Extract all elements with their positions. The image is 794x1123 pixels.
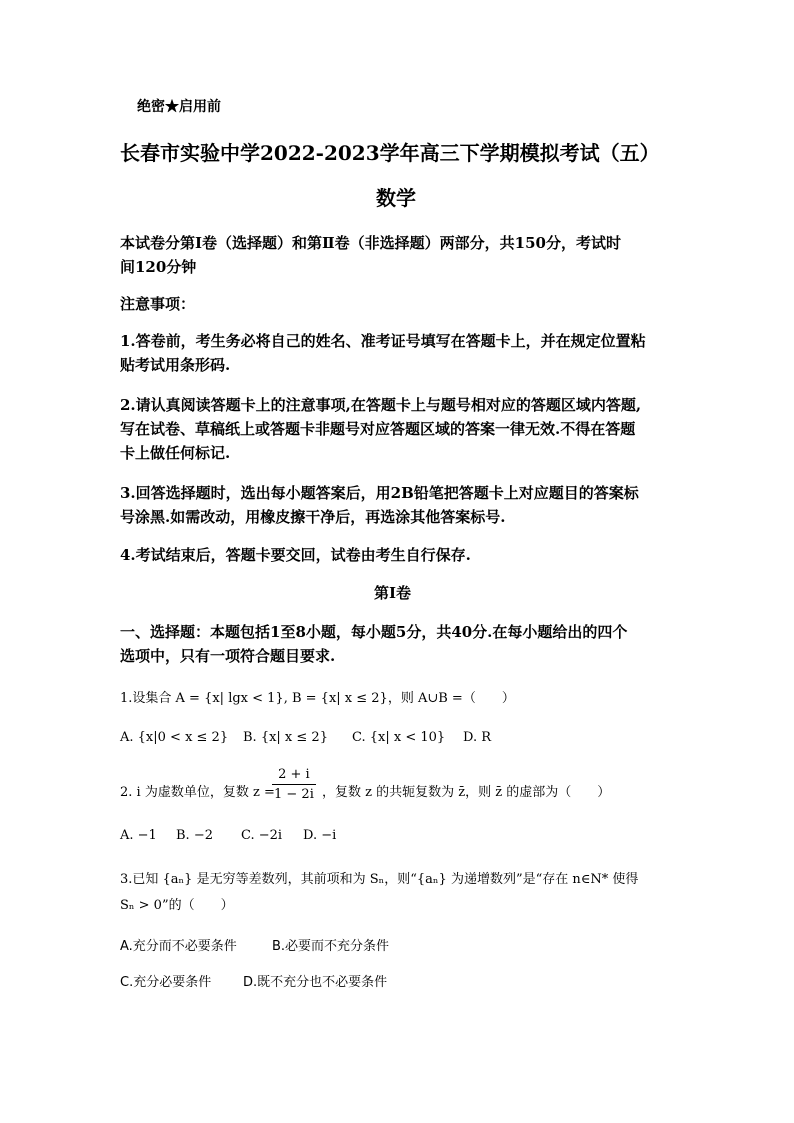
note-2-line-1: 2.请认真阅读答题卡上的注意事项,在答题卡上与题号相对应的答题区域内答题, [120, 396, 642, 414]
question-2-option-c: C. −2i [241, 828, 283, 843]
note-2-line-3: 卡上做任何标记. [120, 444, 231, 462]
intro-line-2: 间120分钟 [120, 258, 197, 276]
question-3-option-a: A.充分而不必要条件 [120, 939, 237, 954]
question-3-option-b: B.必要而不充分条件 [272, 939, 390, 954]
intro-line-1: 本试卷分第Ⅰ卷（选择题）和第Ⅱ卷（非选择题）两部分，共150分，考试时 [120, 234, 621, 252]
question-1-option-d: D. R [463, 730, 492, 745]
question-1-option-c: C. {x| x < 10} [352, 730, 446, 745]
note-4: 4.考试结束后，答题卡要交回，试卷由考生自行保存. [120, 546, 471, 564]
question-2-option-a: A. −1 [120, 828, 157, 843]
fraction-denominator: 1 − 2i [272, 784, 316, 802]
question-2-stem-prefix: 2. i 为虚数单位，复数 z = [120, 785, 275, 800]
note-3-line-2: 号涂黑.如需改动，用橡皮擦干净后，再选涂其他答案标号. [120, 508, 506, 526]
question-2-option-d: D. −i [303, 828, 337, 843]
note-1-line-2: 贴考试用条形码. [120, 356, 231, 374]
confidential-label: 绝密★启用前 [137, 99, 221, 115]
exam-title: 长春市实验中学2022-2023学年高三下学期模拟考试（五） [120, 141, 660, 165]
part-1-title: 第Ⅰ卷 [374, 584, 412, 602]
question-3-stem-line-2: Sₙ > 0”的（ ） [120, 898, 234, 913]
note-3-line-1: 3.回答选择题时，选出每小题答案后，用2B铅笔把答题卡上对应题目的答案标 [120, 484, 639, 502]
subject-title: 数学 [376, 186, 416, 210]
section-instructions-line-1: 一、选择题：本题包括1至8小题，每小题5分，共40分.在每小题给出的四个 [120, 623, 628, 641]
question-1-option-b: B. {x| x ≤ 2} [243, 730, 328, 745]
question-3-option-d: D.既不充分也不必要条件 [243, 975, 388, 990]
fraction-numerator: 2 + i [278, 767, 310, 782]
section-instructions-line-2: 选项中，只有一项符合题目要求. [120, 647, 336, 665]
question-2-stem-suffix: ，复数 z 的共轭复数为 z̄，则 z̄ 的虚部为（ ） [322, 785, 611, 800]
question-1-option-a: A. {x|0 < x ≤ 2} [120, 730, 229, 745]
question-1-stem: 1.设集合 A = {x| lgx < 1}, B = {x| x ≤ 2}，则 A∪B =（ ） [120, 691, 515, 706]
note-1-line-1: 1.答卷前，考生务必将自己的姓名、准考证号填写在答题卡上，并在规定位置粘 [120, 332, 646, 350]
question-2-fraction [272, 767, 316, 802]
notes-heading: 注意事项： [120, 295, 196, 313]
question-2-option-b: B. −2 [176, 828, 213, 843]
note-2-line-2: 写在试卷、草稿纸上或答题卡非题号对应答题区域的答案一律无效.不得在答题 [120, 420, 636, 438]
question-3-stem-line-1: 3.已知 {aₙ} 是无穷等差数列，其前项和为 Sₙ，则“{aₙ} 为递增数列”是“存在 n∈N* 使得 [120, 872, 639, 887]
question-3-option-c: C.充分必要条件 [120, 975, 212, 990]
